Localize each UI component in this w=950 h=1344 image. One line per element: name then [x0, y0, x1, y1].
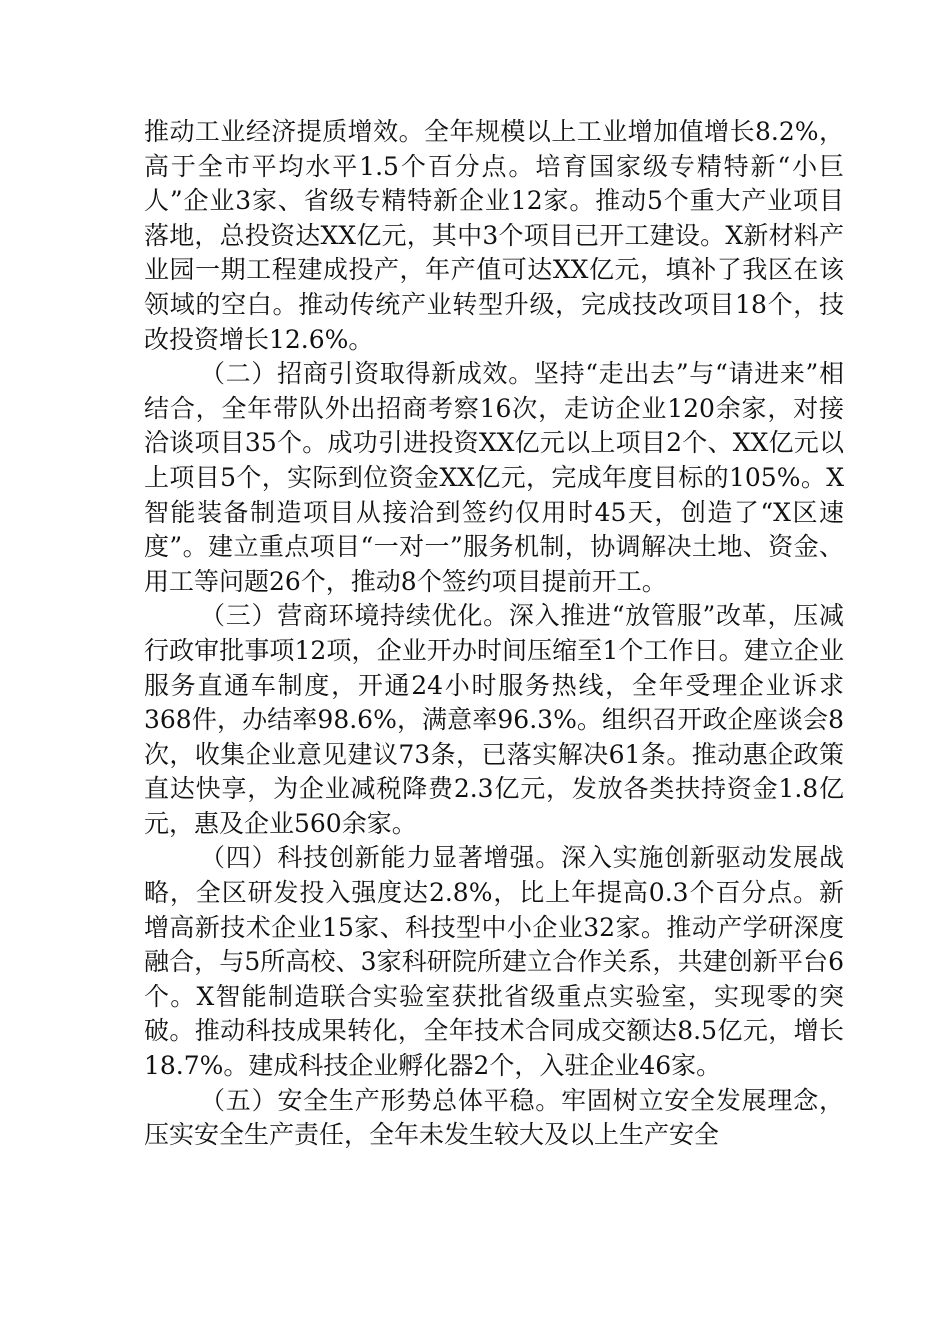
paragraph-safety: （五）安全生产形势总体平稳。牢固树立安全发展理念，压实安全生产责任，全年未发生较大及以上生产安全: [144, 1085, 844, 1150]
body-text: [144, 115, 844, 1153]
paragraph-innovation: （四）科技创新能力显著增强。深入实施创新驱动发展战略，全区研发投入强度达2.8%，比上年提高0.3个百分点。新增高新技术企业15家、科技型中小企业32家。推动产学研深度融合，与5所高校、3家科研院所建立合作关系，共建创新平台6个。X智能制造联合实验室获批省级重点实验室，实现零的突破。推动科技成果转化，全年技术合同成交额达8.5亿元，增长18.7%。建成科技企业孵化器2个，入驻企业46家。: [144, 843, 844, 1081]
paragraph-industry: 推动工业经济提质增效。全年规模以上工业增加值增长8.2%，高于全市平均水平1.5个百分点。培育国家级专精特新“小巨人”企业3家、省级专精特新企业12家。推动5个重大产业项目落地，总投资达XX亿元，其中3个项目已开工建设。X新材料产业园一期工程建成投产，年产值可达XX亿元，填补了我区在该领域的空白。推动传统产业转型升级，完成技改项目18个，技改投资增长12.6%。: [144, 117, 844, 354]
paragraph-business-environment: （三）营商环境持续优化。深入推进“放管服”改革，压减行政审批事项12项，企业开办时间压缩至1个工作日。建立企业服务直通车制度，开通24小时服务热线，全年受理企业诉求368件，办结率98.6%，满意率96.3%。组织召开政企座谈会8次，收集企业意见建议73条，已落实解决61条。推动惠企政策直达快享，为企业减税降费2.3亿元，发放各类扶持资金1.8亿元，惠及企业560余家。: [144, 601, 844, 838]
paragraph-investment: （二）招商引资取得新成效。坚持“走出去”与“请进来”相结合，全年带队外出招商考察16次，走访企业120余家，对接洽谈项目35个。成功引进投资XX亿元以上项目2个、XX亿元以上项目5个，实际到位资金XX亿元，完成年度目标的105%。X智能装备制造项目从接洽到签约仅用时45天，创造了“X区速度”。建立重点项目“一对一”服务机制，协调解决土地、资金、用工等问题26个，推动8个签约项目提前开工。: [144, 359, 844, 596]
